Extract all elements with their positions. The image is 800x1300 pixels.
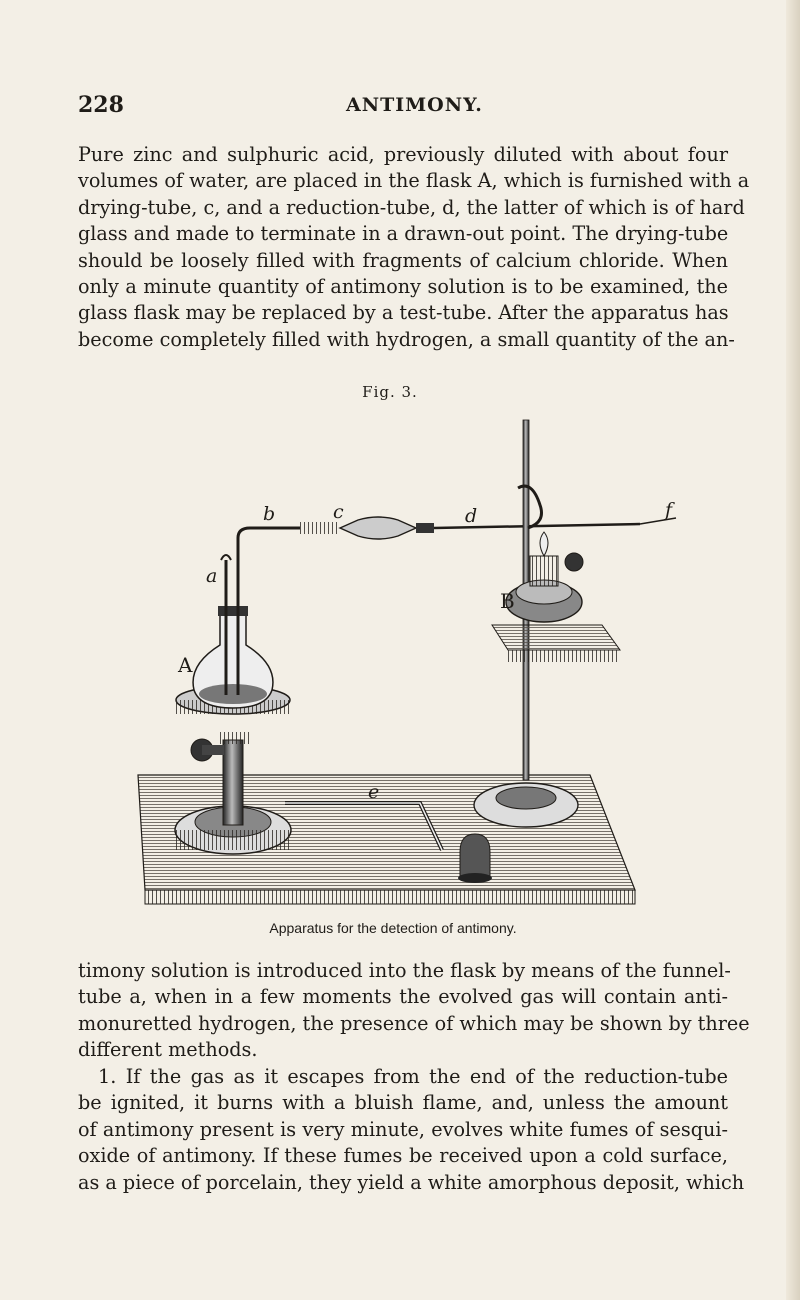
figure-caption: Apparatus for the detection of antimony. (269, 920, 517, 936)
page-header (78, 92, 714, 122)
paragraph-1 (78, 142, 750, 353)
text-line: different methods. (78, 1038, 258, 1062)
label-d: d (465, 505, 478, 527)
porcelain-cap (458, 834, 492, 883)
text-line: of antimony present is very minute, evolves white fumes of sesqui- (78, 1117, 728, 1141)
label-b-upper: B (500, 589, 515, 613)
text-line: 1. If the gas as it escapes from the end of the reduction-tube (98, 1065, 728, 1088)
label-a-upper: A (178, 653, 193, 677)
text-line: timony solution is introduced into the flask by means of the funnel- (78, 959, 731, 982)
page-edge-shadow (786, 0, 800, 1300)
text-line: glass flask may be replaced by a test-tube. After the apparatus has (78, 301, 729, 325)
paragraph-2 (78, 958, 750, 1064)
label-e: e (368, 781, 380, 803)
text-line: volumes of water, are placed in the flask A, which is furnished with a (78, 169, 750, 193)
apparatus-illustration (120, 410, 680, 915)
paragraph-3 (78, 1064, 745, 1196)
text-line: tube a, when in a few moments the evolved gas will contain anti- (78, 985, 728, 1009)
text-line: glass and made to terminate in a drawn-out point. The drying-tube (78, 222, 729, 246)
text-line: monuretted hydrogen, the presence of which may be shown by three (78, 1011, 750, 1035)
label-f: f (665, 499, 673, 521)
text-line: only a minute quantity of antimony solution is to be examined, the (78, 275, 728, 299)
text-line: drying-tube, c, and a reduction-tube, d, the latter of which is of hard (78, 195, 745, 219)
text-line: as a piece of porcelain, they yield a white amorphous deposit, which (78, 1170, 745, 1194)
tube-assembly (238, 517, 676, 540)
page-number: 228 (78, 92, 124, 118)
lamp-stand (474, 420, 620, 827)
label-b-lower: b (263, 503, 276, 525)
text-line: Pure zinc and sulphuric acid, previously diluted with about four (78, 143, 728, 166)
label-a-lower: a (206, 565, 218, 587)
text-line: be ignited, it burns with a bluish flame, and, unless the amount (78, 1091, 728, 1115)
running-head: ANTIMONY. (346, 94, 483, 116)
text-line: become completely filled with hydrogen, a small quantity of the an- (78, 327, 735, 351)
label-c: c (333, 501, 344, 523)
text-line: should be loosely filled with fragments of calcium chloride. When (78, 248, 728, 272)
flask-stand (175, 686, 291, 854)
figure-label: Fig. 3. (362, 383, 418, 401)
text-line: oxide of antimony. If these fumes be received upon a cold surface, (78, 1144, 728, 1168)
